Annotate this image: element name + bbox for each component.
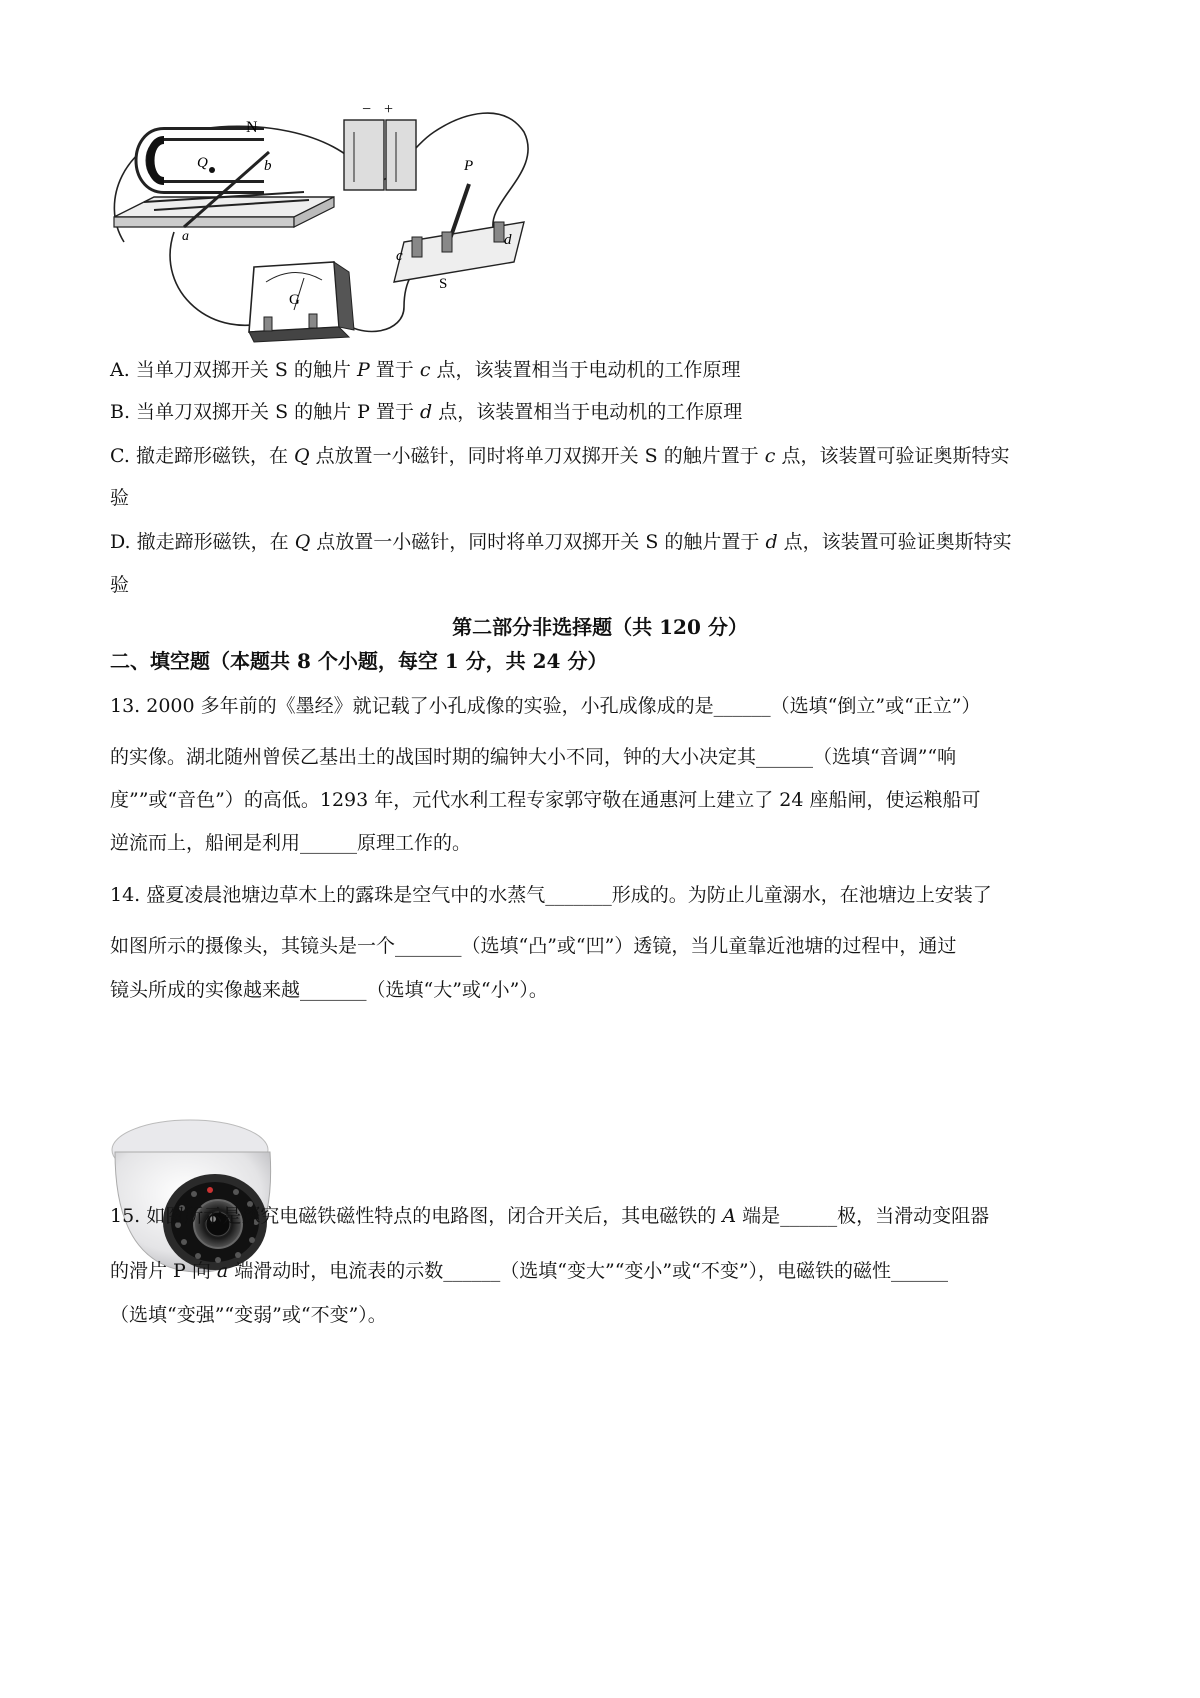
label-P: P <box>464 158 474 174</box>
option-d-cont: 验 <box>110 574 130 596</box>
label-a: a <box>182 229 189 244</box>
apparatus-figure <box>104 92 564 360</box>
q14-line-2: 如图所示的摄像头，其镜头是一个_______（选填“凸”或“凹”）透镜，当儿童靠近池塘的过程中，通过 <box>110 935 957 957</box>
label-b: b <box>264 158 272 174</box>
label-Q: Q <box>197 155 208 171</box>
security-camera-image <box>110 1110 285 1278</box>
label-plus: + <box>384 101 394 118</box>
option-a: A. 当单刀双掷开关 S 的触片 P 置于 c 点，该装置相当于电动机的工作原理 <box>110 359 741 381</box>
label-G: G <box>289 292 300 308</box>
label-d: d <box>504 232 512 248</box>
q13-line-2: 的实像。湖北随州曾侯乙基出土的战国时期的编钟大小不同，钟的大小决定其______（选填“音调”“响 <box>110 746 957 768</box>
option-c: C. 撤走蹄形磁铁，在 Q 点放置一小磁针，同时将单刀双掷开关 S 的触片置于 c 点，该装置可验证奥斯特实 <box>110 445 1010 467</box>
option-c-cont: 验 <box>110 487 130 509</box>
section-title: 二、填空题（本题共 8 个小题，每空 1 分，共 24 分） <box>110 649 608 673</box>
label-S: S <box>439 276 448 292</box>
q14-line-3: 镜头所成的实像越来越_______（选填“大”或“小”）。 <box>110 979 548 1001</box>
q14-line-1: 14. 盛夏凌晨池塘边草木上的露珠是空气中的水蒸气_______形成的。为防止儿童溺水，在池塘边上安装了 <box>110 884 992 906</box>
q15-line-3: （选填“变强”“变弱”或“不变”）。 <box>110 1304 387 1326</box>
label-N: N <box>246 119 258 136</box>
q15-line-1: 15. 如图所示是探究电磁铁磁性特点的电路图，闭合开关后，其电磁铁的 A 端是______极，当滑动变阻器 <box>110 1205 990 1227</box>
q13-line-1: 13. 2000 多年前的《墨经》就记载了小孔成像的实验，小孔成像成的是______（选填“倒立”或“正立”） <box>110 695 981 717</box>
label-minus: − <box>362 101 372 118</box>
option-d: D. 撤走蹄形磁铁，在 Q 点放置一小磁针，同时将单刀双掷开关 S 的触片置于 d 点，该装置可验证奥斯特实 <box>110 531 1012 553</box>
part-title: 第二部分非选择题（共 120 分） <box>452 615 748 639</box>
q13-line-3: 度””或“音色”）的高低。1293 年，元代水利工程专家郭守敬在通惠河上建立了 24 座船闸，使运粮船可 <box>110 789 981 811</box>
q15-line-2: 的滑片 P 向 a 端滑动时，电流表的示数______（选填“变大”“变小”或“不变”），电磁铁的磁性______ <box>110 1260 949 1282</box>
option-b: B. 当单刀双掷开关 S 的触片 P 置于 d 点，该装置相当于电动机的工作原理 <box>110 401 743 423</box>
label-c: c <box>396 248 403 264</box>
q13-line-4: 逆流而上，船闸是利用______原理工作的。 <box>110 832 472 854</box>
